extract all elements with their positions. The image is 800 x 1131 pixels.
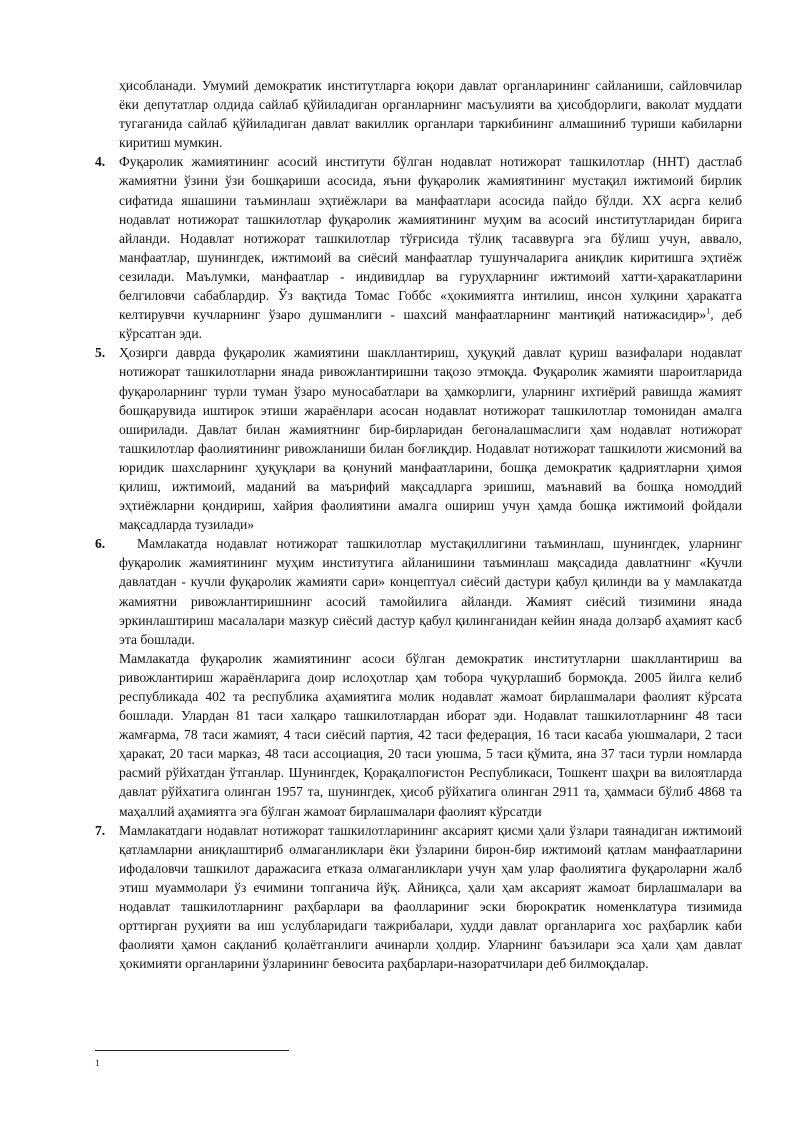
footnote-mark: 1 — [95, 1058, 100, 1068]
item-paragraph — [119, 152, 742, 343]
item-paragraph: Мамлакатда нодавлат нотижорат ташкилотлар мустақиллигини таъминлаш, шунингдек, уларнинг фуқаролик жамиятининг муҳим институтига айланишини таъминлаш мақсадида давлатнинг «Кучли давлатдан - кучли фуқаролик жамияти сари» концептуал сиёсий дастури қабул қилинди ва у мамлакатда жамиятни ривожлантиришнинг асосий тамойилига айланди. Жамият сиёсий тизимини янада эркинлаштириш масалалари мазкур сиёсий дастур қабул қилинганидан кейин янада долзарб аҳамият касб эта бошлади. — [119, 536, 742, 647]
document-body — [95, 76, 742, 973]
footnote-separator — [95, 1050, 289, 1051]
item-number: 5. — [95, 345, 106, 361]
item-number: 4. — [95, 154, 106, 170]
item-text: Фуқаролик жамиятининг асосий институти бўлган нодавлат нотижорат ташкилотлар (ННТ) дастлаб жамиятни ўзини ўзи бошқариши асосида, яъни фуқаролик жамиятининг мустақил ижтимоий бирлик сифатида яшашини таъминлаш эҳтиёжлари ва манфаатлари асосида пайдо бўлди. XX асрга келиб нодавлат нотижорат ташкилотлар фуқаролик жамиятининг муҳим ва асосий институтларидан бирига айланди. Нодавлат нотижорат ташкилотлар тўғрисида тўлиқ тасаввурга эга бўлиш учун, аввало, манфаатлар, шунингдек, ижтимоий ва сиёсий манфаатлар тушунчаларига аниқлик киритишга эҳтиёж сезилади. Маълумки, манфаатлар - индивидлар ва гуруҳларнинг ижтимоий хатти-ҳаракатларини белгиловчи сабаблардир. Ўз вақтида Томас Гоббс «ҳокимиятга интилиш, инсон хулқини ҳаракатга келтирувчи кучларнинг ўзаро душманлиги - шахсий манфаатларнинг мантиқий натижасидир» — [119, 154, 742, 323]
item-number: 6. — [95, 536, 106, 552]
list-item-5 — [95, 343, 742, 534]
item-paragraph-continued: Мамлакатда фуқаролик жамиятининг асоси бўлган демократик институтларни шакллантириш ва ривожлантириш жараёнларига доир ислоҳотлар ҳам тобора чуқурлашиб бормоқда. 2005 йилга келиб республикада 402 та республика аҳамиятига молик нодавлат жамоат бирлашмалари фаолият кўрсата бошлади. Улардан 81 таси халқаро ташкилотлардан иборат эди. Нодавлат ташкилотларнинг 48 таси жамғарма, 78 таси жамият, 4 таси сиёсий партия, 42 таси федерация, 16 таси касаба уюшмалари, 2 таси ҳаракат, 20 таси марказ, 48 таси ассоциация, 20 таси уюшма, 5 таси қўмита, яна 37 таси турли номларда расмий рўйхатдан ўтганлар. Шунингдек, Қорақалпоғистон Республикаси, Тошкент шаҳри ва вилоятларда давлат рўйхатига олинган 1957 та, шунингдек, ҳисоб рўйхатига олинган 2911 та, ҳаммаси бўлиб 4868 та маҳаллий аҳамиятга эга бўлган жамоат бирлашмалари фаолият кўрсатди — [119, 650, 742, 819]
item-text-after: , деб кўрсатган эди. — [119, 307, 742, 342]
list-item-7 — [95, 821, 742, 974]
item-paragraph: Мамлакатдаги нодавлат нотижорат ташкилотларининг аксарият қисми ҳали ўзлари таянадиган ижтимоий қатламларни аниқлаштириб олмаганликлари ёки ўзларини бирон-бир ижтимоий қатлам манфаатларини ифодаловчи ташкилот даражасига етказа олмаганликлари учун ҳам улар фаолиятига фуқароларни жалб этиш муаммолари ўз ечимини топганича йўқ. Айниқса, ҳали ҳам аксарият жамоат бирлашмалари ва нодавлат ташкилотларнинг раҳбарлари ва фаоллариниг эски бюрократик номенклатура тизимида орттирган руҳияти ва иш услубларидаги тажрибалари, худди давлат органларига хос раҳбарлик каби фаолияти ҳамон сақланиб қолаётганлиги ачинарли ҳолдир. Уларнинг баъзилари эса ҳали ҳам давлат ҳокимияти органларини ўзларининг бевосита раҳбарлари-назоратчилари деб билмоқдалар. — [119, 822, 742, 972]
footnote-reference[interactable]: 1 — [706, 306, 711, 316]
item-paragraph: Ҳозирги даврда фуқаролик жамиятини шакллантириш, ҳуқуқий давлат қуриш вазифалари нодавлат нотижорат ташкилотларни янада ривожлантиришни тақозо этмоқда. Фуқаролик жамияти шароитларида фуқароларнинг турли туман ўзаро муносабатлари ва ҳамкорлиги, уларнинг ихтиёрий равишда жамият бошқарувида иштирок этиши жараёнлари асосан нодавлат нотижорат ташкилотлар томонидан амалга оширилади. Давлат билан жамиятнинг бир-бирларидан бегоналашмаслиги ҳам нодавлат нотижорат ташкилотлар фаолиятининг ривожланиши билан боғлиқдир. Нодавлат нотижорат ташкилоти жисмоний ва юридик шахсларнинг ҳуқуқлари ва қонуний манфаатларини, бошқа демократик қадриятларни ҳимоя қилиш, ижтимоий, маданий ва маърифий мақсадларга эришиш, маънавий ва бошқа номоддий эҳтиёжларни қондириш, хайрия фаолиятини амалга ошириш учун ҳамда бошқа ижтимоий фойдали мақсадларда тузилади» — [119, 345, 742, 533]
intro-paragraph: ҳисобланади. Умумий демократик институтларга юқори давлат органларининг сайланиши, сайловчилар ёки депутатлар олдида сайлаб қўйиладиган органларнинг масъулияти ва ҳисобдорлиги, ваколат муддати тугаганида сайлаб қўйиладиган давлат вакиллик органлари таркибининг алмашиниб туриши кабиларни киритиш мумкин. — [119, 78, 742, 151]
list-item-6 — [95, 534, 742, 820]
list-item-4 — [95, 152, 742, 343]
item-number: 7. — [95, 822, 106, 838]
